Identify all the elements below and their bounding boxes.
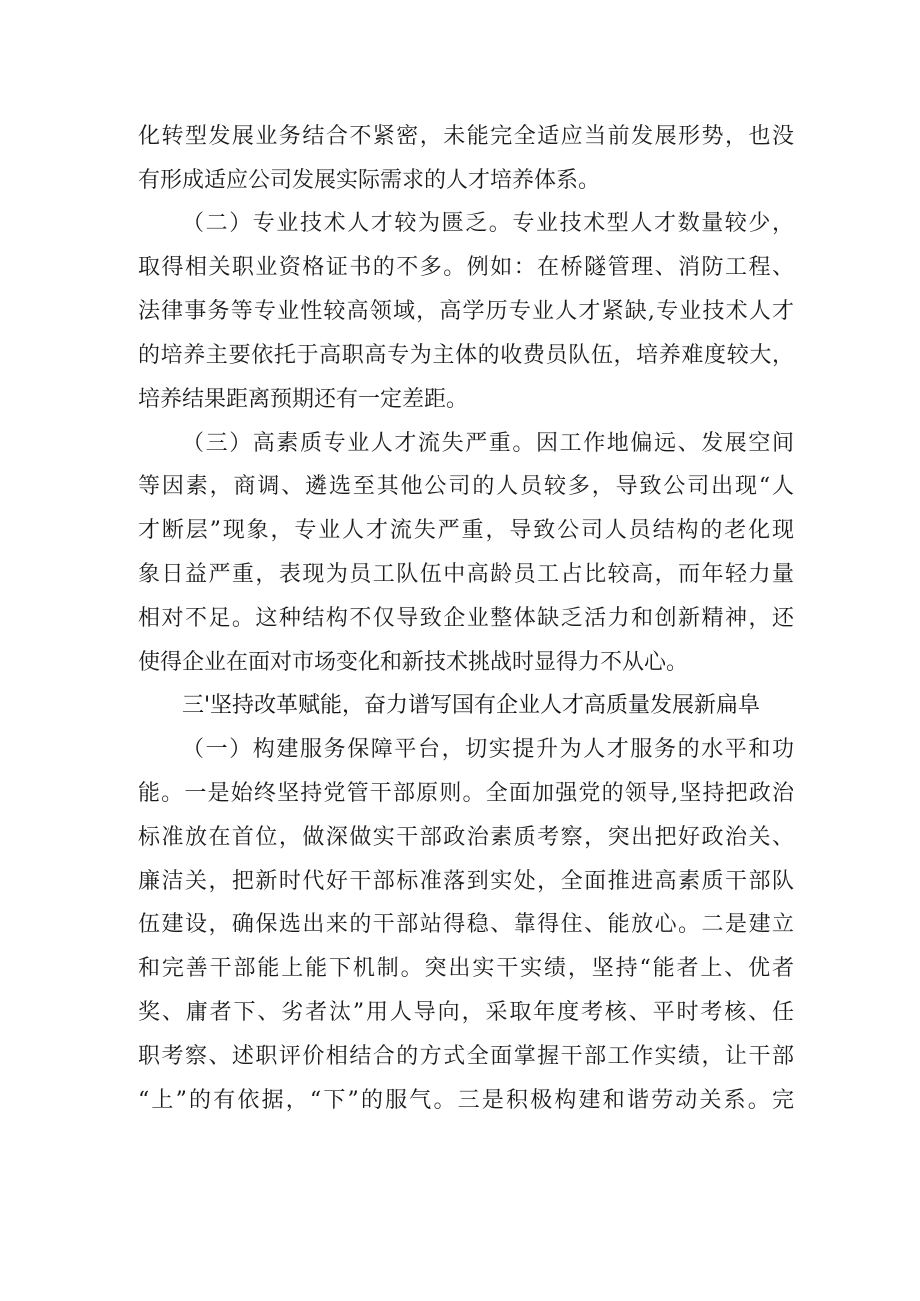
paragraph-line: “上”的有依据，“下”的服气。三是积极构建和谐劳动关系。完 — [138, 1088, 794, 1113]
paragraph-line: 象日益严重，表现为员工队伍中高龄员工占比较高，而年轻力量 — [138, 562, 794, 587]
paragraph-line: （一）构建服务保障平台，切实提升为人才服务的水平和功 — [182, 737, 794, 762]
paragraph-line: 化转型发展业务结合不紧密，未能完全适应当前发展形势，也没 — [138, 124, 794, 149]
paragraph-line: 培养结果距离预期还有一定差距。 — [138, 387, 469, 412]
paragraph-line: 奖、庸者下、劣者汰”用人导向，采取年度考核、平时考核、任 — [138, 1000, 794, 1025]
section-heading: 三'坚持改革赋能，奋力谱写国有企业人才高质量发展新扁阜 — [182, 693, 761, 718]
paragraph-line: 取得相关职业资格证书的不多。例如：在桥隧管理、消防工程、 — [138, 255, 794, 280]
paragraph-line: （三）高素质专业人才流失严重。因工作地偏远、发展空间 — [182, 431, 794, 456]
paragraph-line: 和完善干部能上能下机制。突出实干实绩，坚持“能者上、优者 — [138, 956, 794, 981]
paragraph-line: 法律事务等专业性较高领域，高学历专业人才紧缺,专业技术人才 — [138, 299, 794, 324]
paragraph-line: 有形成适应公司发展实际需求的人才培养体系。 — [138, 168, 601, 193]
paragraph-line: 使得企业在面对市场变化和新技术挑战时显得力不从心。 — [138, 650, 689, 675]
paragraph-line: 才断层”现象，专业人才流失严重，导致公司人员结构的老化现 — [138, 518, 794, 543]
paragraph-line: 相对不足。这种结构不仅导致企业整体缺乏活力和创新精神，还 — [138, 606, 794, 631]
paragraph-line: 职考察、述职评价相结合的方式全面掌握干部工作实绩，让干部 — [138, 1044, 794, 1069]
paragraph-line: （二）专业技术人才较为匮乏。专业技术型人才数量较少， — [182, 211, 794, 236]
paragraph-line: 伍建设，确保选出来的干部站得稳、靠得住、能放心。二是建立 — [138, 912, 794, 937]
paragraph-line: 等因素，商调、遴选至其他公司的人员较多，导致公司出现“人 — [138, 474, 794, 499]
paragraph-line: 标准放在首位，做深做实干部政治素质考察，突出把好政治关、 — [138, 825, 794, 850]
paragraph-line: 的培养主要依托于高职高专为主体的收费员队伍，培养难度较大， — [138, 343, 794, 368]
paragraph-line: 能。一是始终坚持党管干部原则。全面加强党的领导,坚持把政治 — [138, 781, 794, 806]
paragraph-line: 廉洁关，把新时代好干部标准落到实处，全面推进高素质干部队 — [138, 869, 794, 894]
